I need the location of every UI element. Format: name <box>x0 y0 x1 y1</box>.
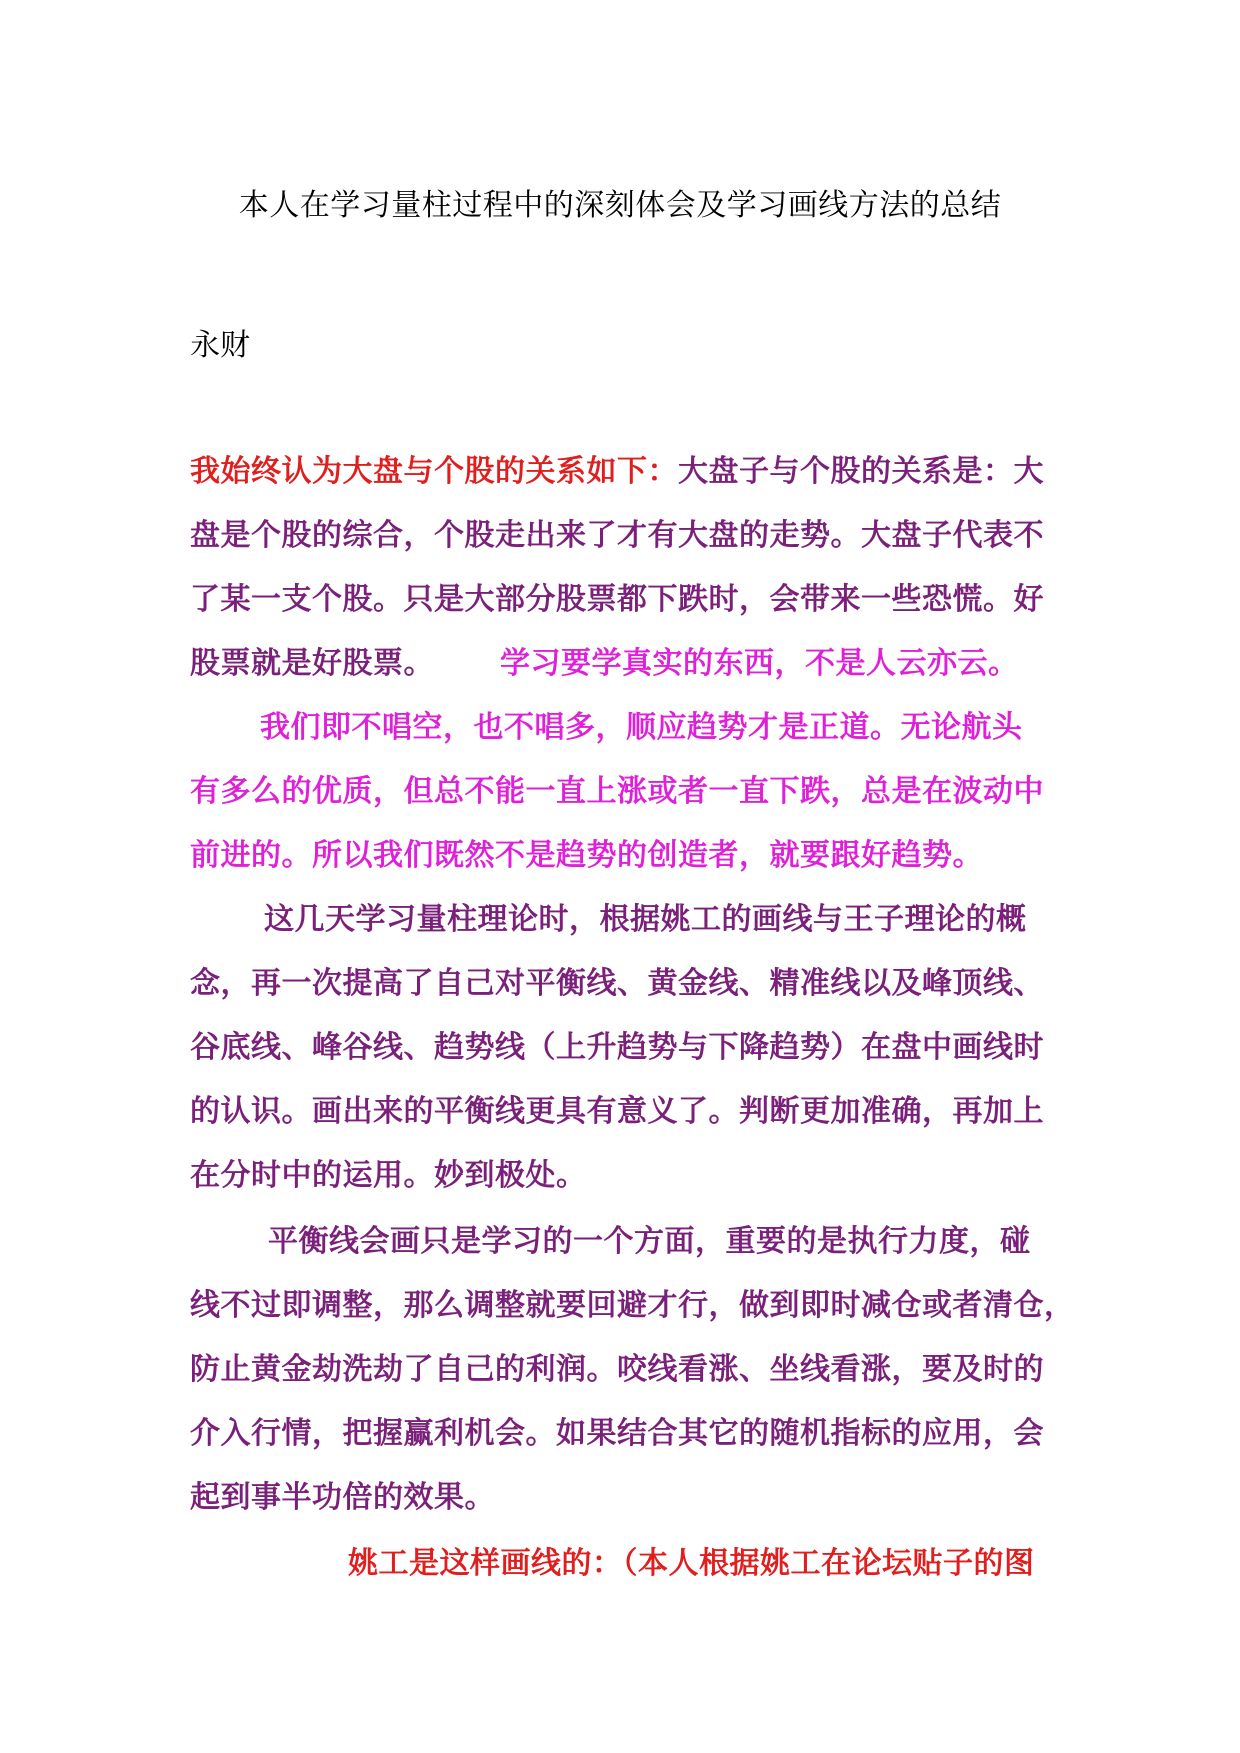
paragraph-1-line-3: 了某一支个股。只是大部分股票都下跌时，会带来一些恐慌。好 <box>190 582 1044 617</box>
highlight-magenta-text: 学习要学真实的东西，不是人云亦云。 <box>500 646 1019 681</box>
paragraph-4-line-2: 线不过即调整，那么调整就要回避才行，做到即时减仓或者清仓， <box>190 1288 1075 1323</box>
paragraph-4-line-4: 介入行情，把握赢利机会。如果结合其它的随机指标的应用，会 <box>190 1416 1044 1451</box>
paragraph-1-line-2: 盘是个股的综合，个股走出来了才有大盘的走势。大盘子代表不 <box>190 518 1044 553</box>
paragraph-3-line-5: 在分时中的运用。妙到极处。 <box>190 1158 587 1193</box>
paragraph-1-line-1 <box>190 452 1070 492</box>
author-name: 永财 <box>190 328 250 363</box>
paragraph-4-line-5: 起到事半功倍的效果。 <box>190 1480 495 1515</box>
paragraph-text: 大盘子与个股的关系是：大 <box>678 454 1044 489</box>
paragraph-4-line-1: 平衡线会画只是学习的一个方面，重要的是执行力度，碰 <box>268 1224 1031 1259</box>
paragraph-2-line-2: 有多么的优质，但总不能一直上涨或者一直下跌，总是在波动中 <box>190 774 1044 809</box>
paragraph-2-line-3: 前进的。所以我们既然不是趋势的创造者，就要跟好趋势。 <box>190 838 983 873</box>
highlight-red-text: 我始终认为大盘与个股的关系如下： <box>190 454 678 489</box>
paragraph-1-line-4 <box>190 644 1070 684</box>
paragraph-3-line-2: 念，再一次提高了自己对平衡线、黄金线、精准线以及峰顶线、 <box>190 966 1044 1001</box>
document-title: 本人在学习量柱过程中的深刻体会及学习画线方法的总结 <box>238 188 1002 223</box>
paragraph-2-line-1: 我们即不唱空，也不唱多，顺应趋势才是正道。无论航头 <box>260 710 1023 745</box>
paragraph-5-line-1: 姚工是这样画线的：（本人根据姚工在论坛贴子的图 <box>348 1546 1035 1581</box>
paragraph-4-line-3: 防止黄金劫洗劫了自己的利润。咬线看涨、坐线看涨，要及时的 <box>190 1352 1044 1387</box>
paragraph-text: 股票就是好股票。 <box>190 646 434 681</box>
paragraph-3-line-3: 谷底线、峰谷线、趋势线（上升趋势与下降趋势）在盘中画线时 <box>190 1030 1044 1065</box>
paragraph-3-line-1: 这几天学习量柱理论时，根据姚工的画线与王子理论的概 <box>264 902 1027 937</box>
paragraph-3-line-4: 的认识。画出来的平衡线更具有意义了。判断更加准确，再加上 <box>190 1094 1044 1129</box>
